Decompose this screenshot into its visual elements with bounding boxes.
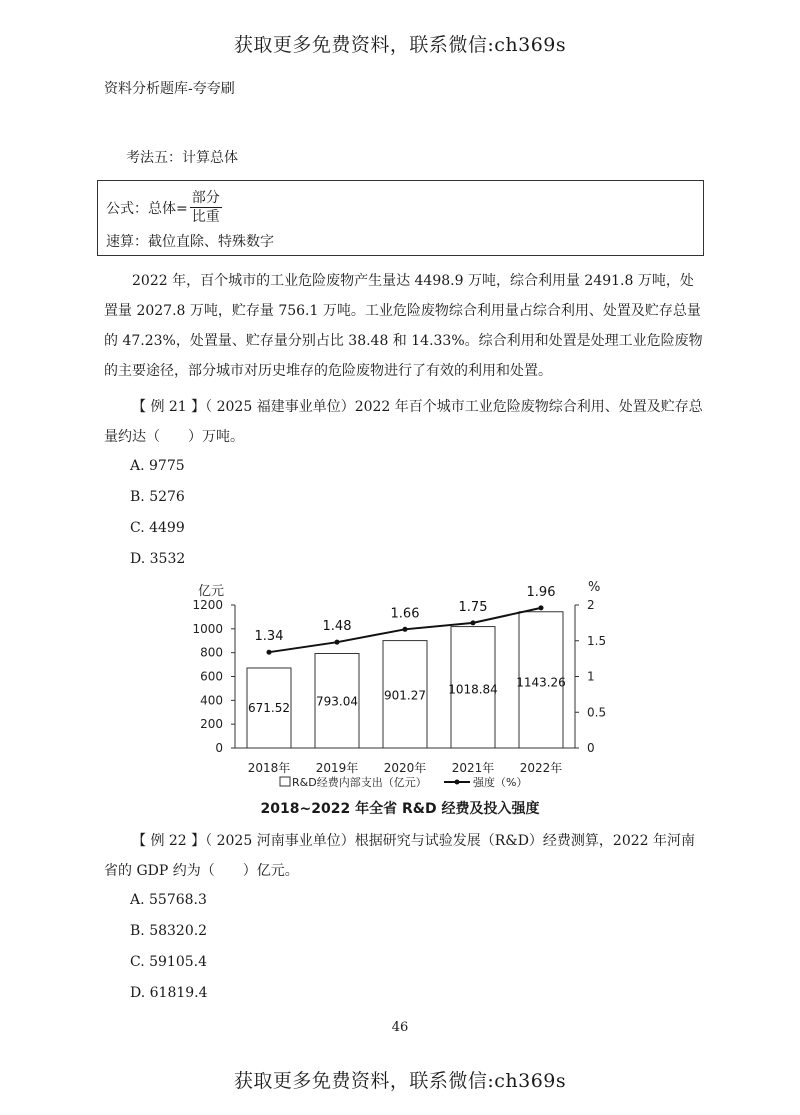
formula-denominator: 比重: [191, 209, 220, 225]
q21-option-c[interactable]: C. 4499: [130, 520, 185, 536]
formula-fraction: [190, 189, 222, 226]
bar-value-label: 1018.84: [448, 682, 498, 697]
question-22-stem: 【 例 22 】（ 2025 河南事业单位）根据研究与试验发展（R&D）经费测算，2022 年河南省的 GDP 约为（ ）亿元。: [104, 833, 695, 879]
x-tick-label: 2021年: [451, 761, 495, 775]
bar-value-label: 901.27: [384, 688, 426, 703]
page-number: 46: [391, 1020, 409, 1035]
bar-value-label: 793.04: [316, 694, 358, 709]
top-banner: 获取更多免费资料，联系微信:ch369s: [233, 34, 567, 56]
right-tick-label: 0.5: [587, 705, 607, 720]
left-tick-label: 800: [200, 645, 223, 660]
left-tick-label: 1000: [192, 621, 223, 636]
formula-prefix: 公式：总体=: [106, 200, 188, 217]
intensity-point: [403, 627, 408, 632]
q22-option-d[interactable]: D. 61819.4: [130, 985, 208, 1001]
x-tick-label: 2019年: [315, 761, 359, 775]
rd-chart-svg: [180, 575, 620, 820]
speed-calc-line: 速算：截位直除、特殊数字: [106, 234, 274, 250]
legend-line-label: 强度（%）: [473, 776, 528, 789]
x-tick-label: 2022年: [519, 761, 563, 775]
intensity-label: 1.96: [526, 584, 556, 600]
legend-line-marker: [455, 780, 460, 785]
chart-title: 2018~2022 年全省 R&D 经费及投入强度: [260, 801, 540, 817]
left-tick-label: 600: [200, 669, 223, 684]
intensity-label: 1.75: [458, 599, 488, 615]
intensity-point: [471, 620, 476, 625]
q22-option-c[interactable]: C. 59105.4: [130, 954, 208, 970]
formula-box: [97, 180, 704, 256]
intensity-point: [335, 640, 340, 645]
q21-option-b[interactable]: B. 5276: [130, 489, 185, 505]
q22-option-b[interactable]: B. 58320.2: [130, 923, 208, 939]
passage: 2022 年，百个城市的工业危险废物产生量达 4498.9 万吨，综合利用量 2491.8 万吨，处置量 2027.8 万吨，贮存量 756.1 万吨。工业危险废物综合利用量占综合利用、处置及贮存总量的 47.23%，处置量、贮存量分别占比 38.48 和 14.33%。综合利用和处置是处理工业危险废物的主要途径，部分城市对历史堆存的危险废物进行了有效的利用和处置。: [104, 273, 703, 379]
q22-option-a[interactable]: A. 55768.3: [130, 892, 207, 908]
q21-option-d[interactable]: D. 3532: [130, 551, 186, 567]
section-title: 考法五：计算总体: [126, 150, 238, 166]
formula-numerator: 部分: [191, 190, 220, 206]
legend-bar-swatch: [280, 777, 290, 786]
x-tick-label: 2018年: [247, 761, 291, 775]
right-tick-label: 2: [587, 598, 595, 612]
right-axis-unit: %: [588, 580, 601, 595]
formula-line: [106, 189, 222, 226]
left-tick-label: 200: [200, 717, 223, 732]
intensity-label: 1.48: [322, 619, 352, 635]
intensity-label: 1.34: [254, 629, 284, 645]
left-tick-label: 0: [215, 741, 223, 755]
bar-value-label: 1143.26: [516, 675, 566, 690]
intensity-point: [539, 605, 544, 610]
right-tick-label: 1: [587, 669, 595, 684]
right-tick-label: 1.5: [587, 633, 607, 648]
left-tick-label: 1200: [192, 598, 223, 612]
intensity-point: [267, 650, 272, 655]
right-tick-label: 0: [587, 741, 595, 755]
q21-option-a[interactable]: A. 9775: [130, 458, 185, 474]
x-tick-label: 2020年: [383, 761, 427, 775]
bar-value-label: 671.52: [248, 700, 290, 715]
left-axis-unit: 亿元: [198, 584, 225, 599]
rd-chart: [180, 575, 620, 820]
question-21-stem: 【 例 21 】（ 2025 福建事业单位）2022 年百个城市工业危险废物综合利用、处置及贮存总量约达（ ）万吨。: [104, 399, 703, 445]
legend-bar-label: R&D经费内部支出（亿元）: [292, 776, 427, 789]
intensity-label: 1.66: [390, 606, 420, 622]
page-header: 资料分析题库-夸夸刷: [104, 81, 235, 97]
bottom-banner: 获取更多免费资料，联系微信:ch369s: [233, 1070, 567, 1092]
left-tick-label: 400: [200, 693, 223, 708]
